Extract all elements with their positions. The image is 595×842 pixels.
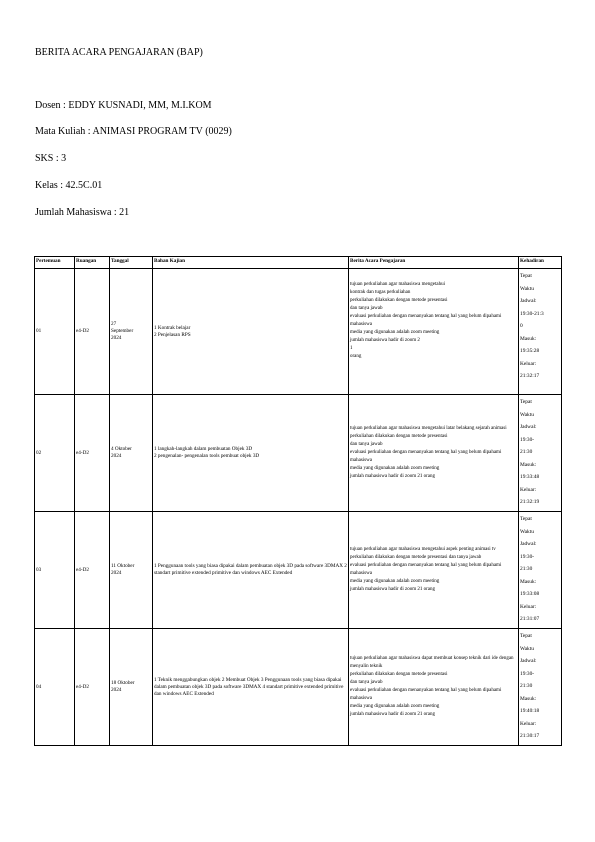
cell-pertemuan: 01 <box>35 269 75 395</box>
cell-ruangan: e4-D2 <box>75 395 110 512</box>
credits-info: SKS : 3 <box>35 153 67 164</box>
table-row <box>35 629 562 746</box>
cell-ruangan: e4-D2 <box>75 629 110 746</box>
cell-tanggal: 4 Oktober 2024 <box>110 395 153 512</box>
teaching-record-table <box>34 256 562 746</box>
cell-bahan-kajian: 1 Penggunaan tools yang biasa dipakai dalam pembuatan objek 3D pada software 3DMAX 2 standart primitive extended primitive dan windows AEC Extended <box>153 512 349 629</box>
cell-berita-acara: tujuan perkuliahan agar mahasiswa mengetahui latar belakang sejarah animasi perkuliahan dilakukan dengan metode presentasi dan tanya jawab evaluasi perkuliahan dengan menanyakan tentang hal yang belum dipahami mahasiswa media yang digunakan adalah zoom meeting jumlah mahasiswa hadir di zoom 21 orang <box>349 395 519 512</box>
cell-berita-acara: tujuan perkuliahan agar mahasiswa mengetahui aspek penting animasi tv perkuliahan dilakukan dengan metode presentasi dan tanya jawab evaluasi perkuliahan dengan menanyakan tentang hal yang belum dipahami mahasiswa media yang digunakan adalah zoom meeting jumlah mahasiswa hadir di zoom 21 orang <box>349 512 519 629</box>
table-row <box>35 512 562 629</box>
cell-kehadiran: Tepat Waktu Jadwal: 19:30- 21:30 Masuk: 19:33:48 Keluar: 21:32:19 <box>519 395 562 512</box>
header-ruangan: Ruangan <box>75 257 110 269</box>
cell-berita-acara: tujuan perkuliahan agar mahasiswa mengetahui kontrak dan tugas perkuliahan perkuliahan dilakukan dengan metode presentasi dan tanya jawab evaluasi perkuliahan dengan menanyakan tentang hal yang belum dipahami mahasiswa media yang digunakan adalah zoom meeting jumlah mahasiswa hadir di zoom 2 1 orang <box>349 269 519 395</box>
cell-pertemuan: 04 <box>35 629 75 746</box>
cell-kehadiran: Tepat Waktu Jadwal: 19:30- 21:30 Masuk: 19:33:08 Keluar: 21:31:07 <box>519 512 562 629</box>
cell-ruangan: e4-D2 <box>75 512 110 629</box>
cell-berita-acara: tujuan perkuliahan agar mahasiswa dapat membuat konsep teknik dari ide dengan menyalin teknik perkuliahan dilakukan dengan metode presentasi dan tanya jawab evaluasi perkuliahan dengan menanyakan tentang hal yang belum dipahami mahasiswa media yang digunakan adalah zoom meeting jumlah mahasiswa hadir di zoom 21 orang <box>349 629 519 746</box>
course-info: Mata Kuliah : ANIMASI PROGRAM TV (0029) <box>35 126 232 137</box>
cell-kehadiran: Tepat Waktu Jadwal: 19:30- 21:30 Masuk: 19:40:18 Keluar: 21:30:17 <box>519 629 562 746</box>
header-bahan-kajian: Bahan Kajian <box>153 257 349 269</box>
header-tanggal: Tanggal <box>110 257 153 269</box>
student-count-info: Jumlah Mahasiswa : 21 <box>35 207 130 218</box>
table-header-row <box>35 257 562 269</box>
page-title: BERITA ACARA PENGAJARAN (BAP) <box>35 47 203 58</box>
header-kehadiran: Kehadiran <box>519 257 562 269</box>
header-pertemuan: Pertemuan <box>35 257 75 269</box>
header-berita-acara: Berita Acara Pengajaran <box>349 257 519 269</box>
cell-kehadiran: Tepat Waktu Jadwal: 19:30-21:3 0 Masuk: 19:35:28 Keluar: 21:32:17 <box>519 269 562 395</box>
table-row <box>35 269 562 395</box>
cell-pertemuan: 03 <box>35 512 75 629</box>
cell-pertemuan: 02 <box>35 395 75 512</box>
class-info: Kelas : 42.5C.01 <box>35 180 103 191</box>
cell-ruangan: e4-D2 <box>75 269 110 395</box>
cell-bahan-kajian: 1 Teknik menggabungkan objek 2 Membuat Objek 3 Penggunaan tools yang biasa dipakai dalam pembuatan objek 3D pada software 3DMAX 4 standart primitive extended primitive dan windows AEC Extended <box>153 629 349 746</box>
table-row <box>35 395 562 512</box>
lecturer-info: Dosen : EDDY KUSNADI, MM, M.I.KOM <box>35 100 212 111</box>
cell-tanggal: 27 September 2024 <box>110 269 153 395</box>
cell-bahan-kajian: 1 langkah-langkah dalam pembuatan Objek 3D 2 pengenalan- pengenalan tools pembuat objek 3D <box>153 395 349 512</box>
cell-bahan-kajian: 1 Kontrak belajar 2 Penjelasan RPS <box>153 269 349 395</box>
cell-tanggal: 18 Oktober 2024 <box>110 629 153 746</box>
cell-tanggal: 11 Oktober 2024 <box>110 512 153 629</box>
